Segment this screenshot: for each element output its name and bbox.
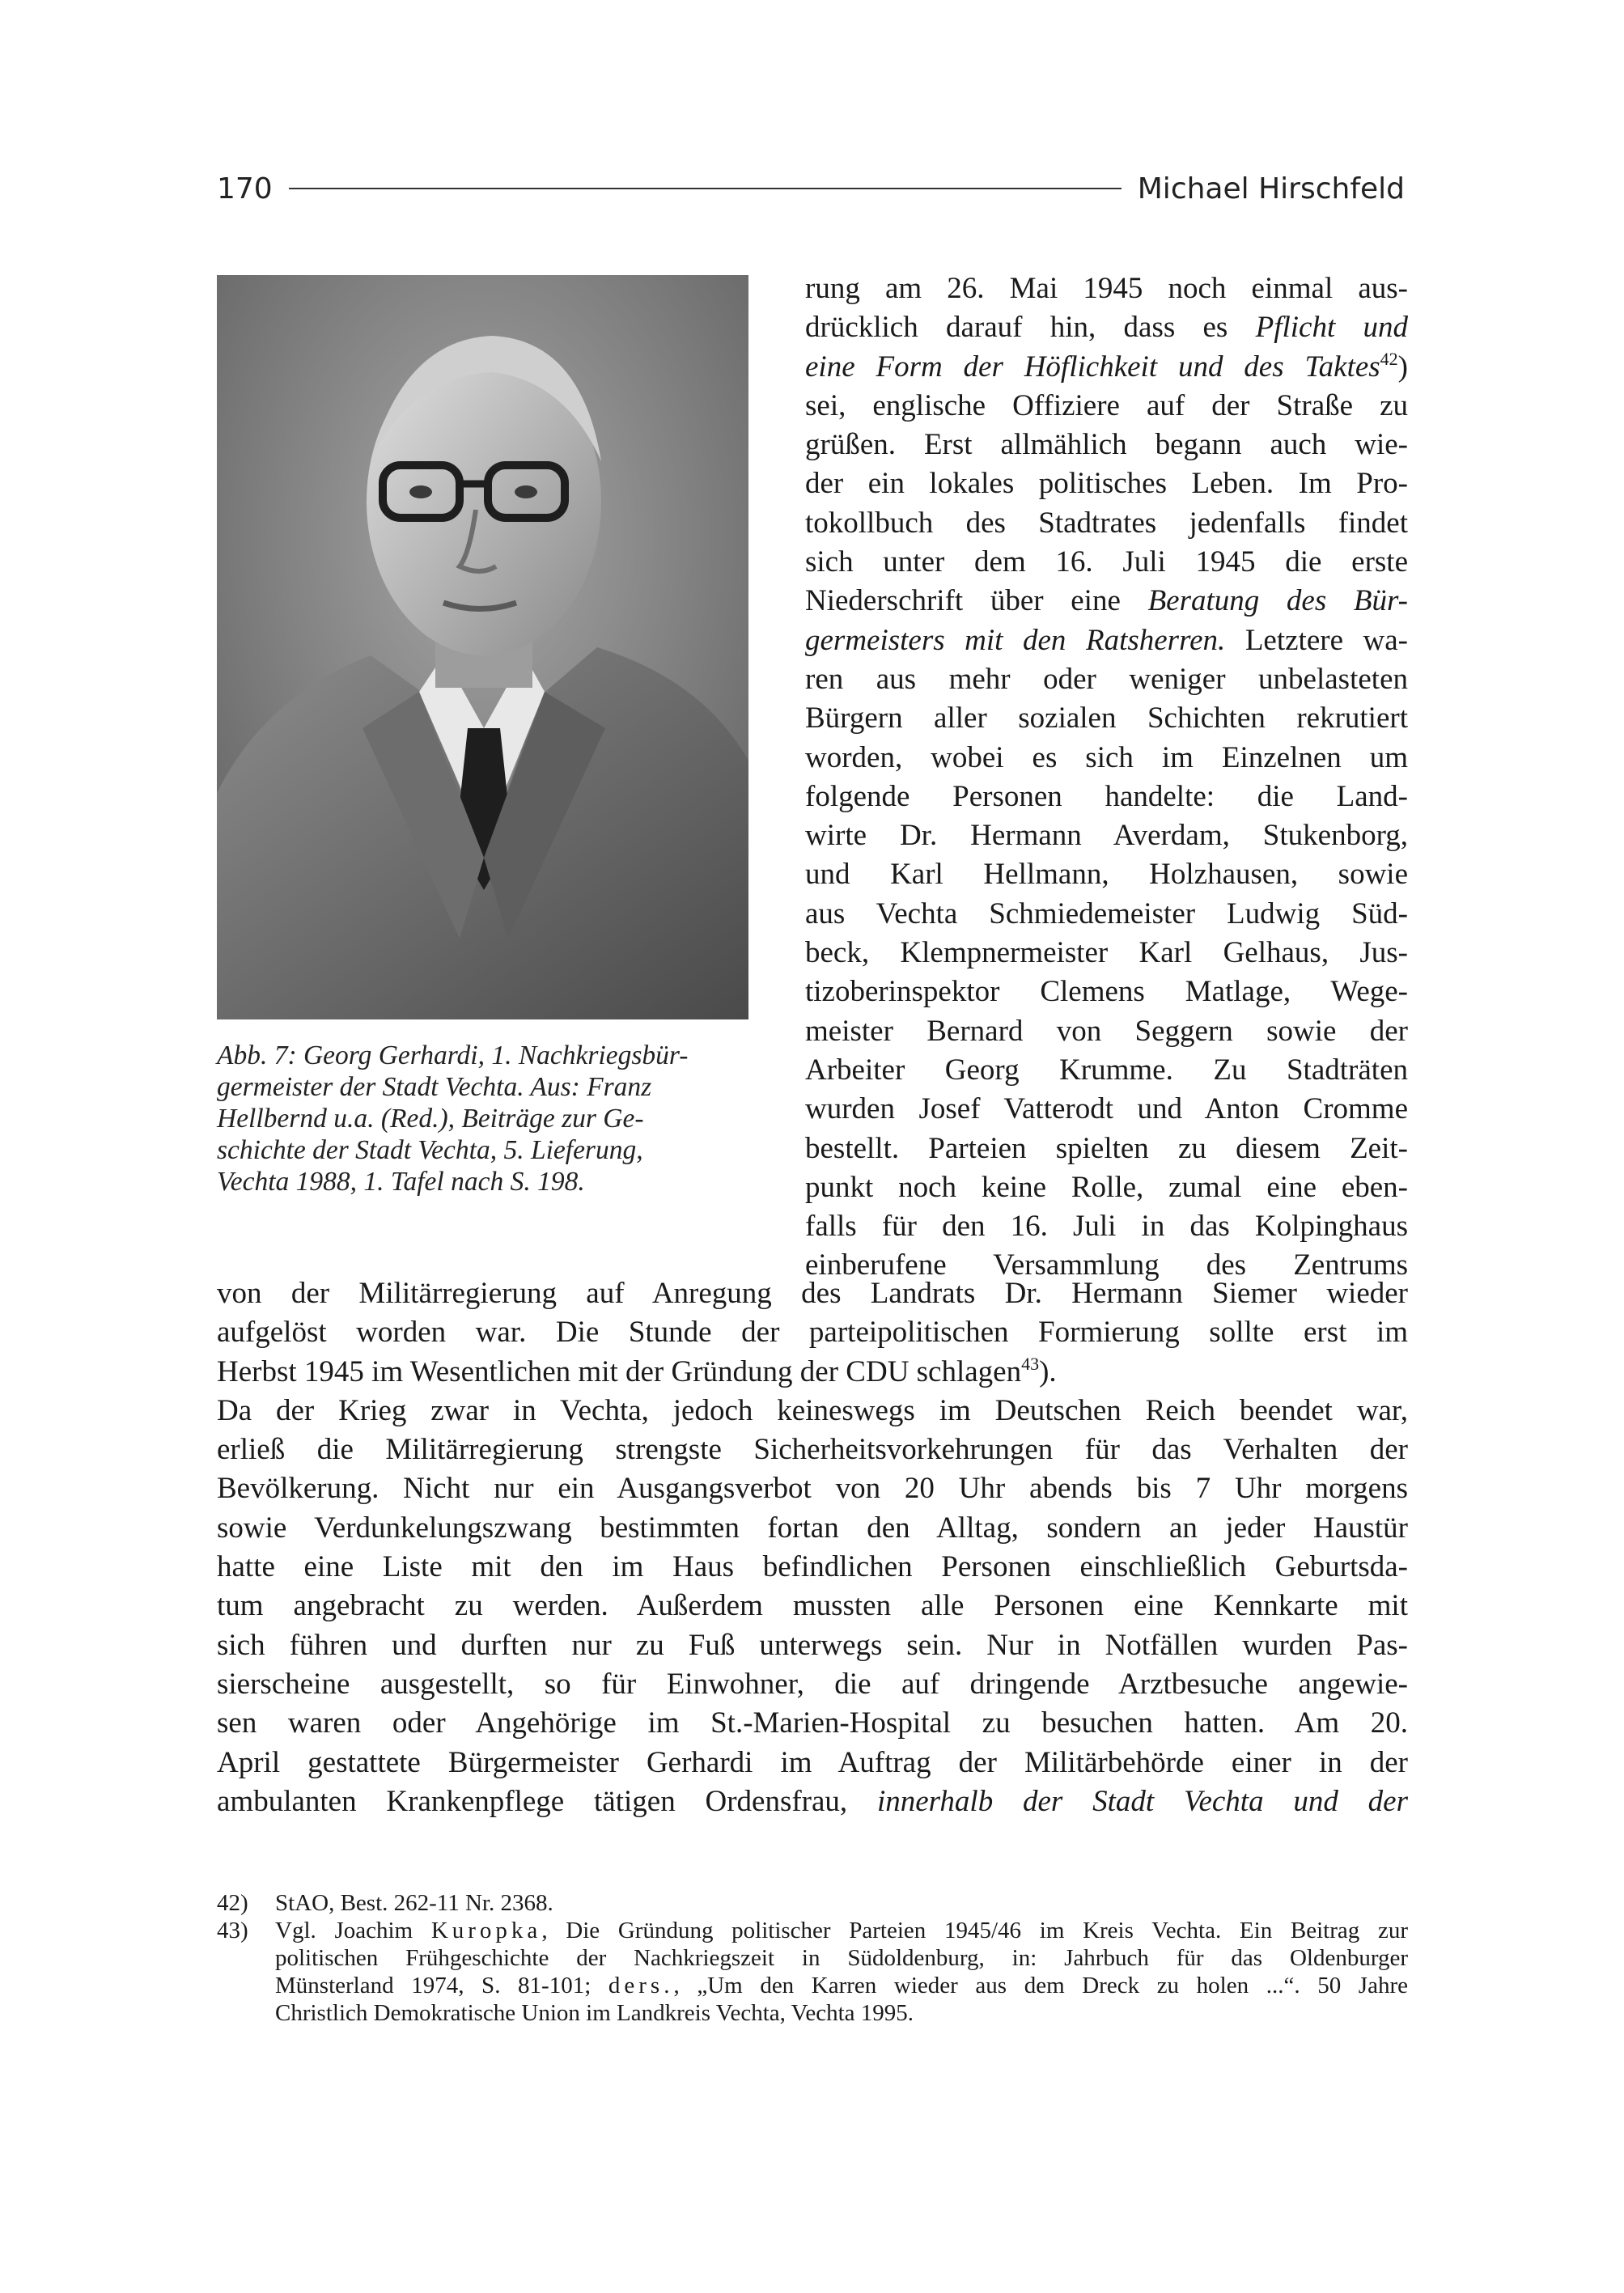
text-line: punkt noch keine Rolle, zumal eine eben-	[805, 1170, 1408, 1204]
footnote-ref: 43	[1021, 1353, 1040, 1374]
text-line: einberufene Versammlung des Zentrums	[805, 1248, 1408, 1282]
text-line: erließ die Militärregierung strengste Sicherheitsvorkehrungen für das Verhalten der	[217, 1433, 1408, 1467]
text-line: rung am 26. Mai 1945 noch einmal aus-	[805, 272, 1408, 305]
text-fragment: Letztere wa-	[1245, 623, 1409, 657]
text-line	[217, 1782, 1408, 1821]
italic-fragment: Pflicht und	[1255, 311, 1408, 345]
text-line: tizoberinspektor Clemens Matlage, Wege-	[805, 975, 1408, 1009]
caption-line: schichte der Stadt Vechta, 5. Lieferung,	[217, 1135, 643, 1165]
text-line: aufgelöst worden war. Die Stunde der parteipolitischen Formierung sollte erst im	[217, 1316, 1408, 1350]
text-fragment: Niederschrift über eine	[805, 584, 1121, 618]
footnote-line	[275, 1972, 1408, 1999]
text-line: sei, englische Offiziere auf der Straße zu	[805, 388, 1408, 422]
author-name: Kuropka	[430, 1918, 542, 1943]
footnote-number: 43)	[217, 1918, 248, 1943]
text-line: der ein lokales politisches Leben. Im Pro-	[805, 467, 1408, 501]
text-line	[805, 348, 1408, 387]
text-line	[805, 582, 1408, 621]
footnote-line	[275, 1917, 1408, 1944]
footnote-43	[217, 1917, 1408, 2027]
portrait-photo-icon	[217, 275, 748, 1019]
text-line: tokollbuch des Stadtrates jedenfalls findet	[805, 506, 1408, 540]
text-line: April gestattete Bürgermeister Gerhardi im Auftrag der Militärbehörde einer in der	[217, 1745, 1408, 1779]
text-fragment: , Die Gründung politischer Parteien 1945/46 im Kreis Vechta. Ein Beitrag zur	[541, 1918, 1409, 1943]
text-line	[805, 308, 1408, 347]
text-line: meister Bernard von Seggern sowie der	[805, 1014, 1408, 1048]
portrait-photo	[217, 275, 748, 1019]
text-line: sich unter dem 16. Juli 1945 die erste	[805, 545, 1408, 579]
text-line: tum angebracht zu werden. Außerdem mussten alle Personen eine Kennkarte mit	[217, 1589, 1408, 1623]
footnote-ref: 42	[1380, 348, 1398, 369]
footnote-42	[217, 1889, 1408, 1917]
text-line: aus Vechta Schmiedemeister Ludwig Süd-	[805, 896, 1408, 930]
caption-line: germeister der Stadt Vechta. Aus: Franz	[217, 1072, 652, 1102]
text-line: sen waren oder Angehörige im St.-Marien-Hospital zu besuchen hatten. Am 20.	[217, 1706, 1408, 1740]
figure-caption	[217, 1040, 751, 1197]
text-line: von der Militärregierung auf Anregung des Landrats Dr. Hermann Siemer wieder	[217, 1277, 1408, 1310]
text-line: Arbeiter Georg Krumme. Zu Stadträten	[805, 1053, 1408, 1087]
footnote-number: 42)	[217, 1890, 248, 1916]
italic-fragment: eine Form der Höflichkeit und des Taktes	[805, 350, 1380, 384]
text-fragment: drücklich darauf hin, dass es	[805, 311, 1228, 345]
text-line: bestellt. Parteien spielten zu diesem Zeit-	[805, 1131, 1408, 1165]
text-fragment: Vgl. Joachim	[275, 1918, 413, 1943]
text-fragment: Münsterland 1974, S. 81-101;	[275, 1973, 592, 1998]
text-line: wurden Josef Vatterodt und Anton Cromme	[805, 1092, 1408, 1126]
text-fragment: , „Um den Karren wieder aus dem Dreck zu holen ...“. 50 Jahre	[673, 1973, 1408, 1998]
header-author: Michael Hirschfeld	[1137, 172, 1405, 206]
italic-fragment: innerhalb der Stadt Vechta und der	[876, 1784, 1408, 1818]
text-line: worden, wobei es sich im Einzelnen um	[805, 740, 1408, 774]
caption-line: Hellbernd u.a. (Red.), Beiträge zur Ge-	[217, 1104, 644, 1134]
text-fragment: )	[1397, 350, 1408, 384]
text-line: Bevölkerung. Nicht nur ein Ausgangsverbot von 20 Uhr abends bis 7 Uhr morgens	[217, 1472, 1408, 1506]
caption-line: Abb. 7: Georg Gerhardi, 1. Nachkriegsbür-	[217, 1041, 689, 1070]
text-line	[217, 1353, 1408, 1392]
footnote-line: politischen Frühgeschichte der Nachkriegszeit in Südoldenburg, in: Jahrbuch für das Oldenburger	[275, 1945, 1408, 1971]
text-line: Da der Krieg zwar in Vechta, jedoch keineswegs im Deutschen Reich beendet war,	[217, 1393, 1408, 1427]
text-line: sich führen und durften nur zu Fuß unterwegs sein. Nur in Notfällen wurden Pas-	[217, 1628, 1408, 1662]
italic-fragment: germeisters mit den Ratsherren.	[805, 623, 1226, 657]
text-line	[805, 621, 1408, 660]
text-line: ren aus mehr oder weniger unbelasteten	[805, 662, 1408, 696]
italic-fragment: Beratung des Bür-	[1147, 584, 1408, 618]
column-text	[805, 269, 1408, 1286]
text-fragment: Herbst 1945 im Wesentlichen mit der Gründung der CDU schlagen	[217, 1354, 1022, 1388]
footnote-line: StAO, Best. 262-11 Nr. 2368.	[275, 1890, 553, 1916]
caption-line: Vechta 1988, 1. Tafel nach S. 198.	[217, 1167, 585, 1197]
text-line: Bürgern aller sozialen Schichten rekrutiert	[805, 701, 1408, 735]
text-line: grüßen. Erst allmählich begann auch wie-	[805, 428, 1408, 462]
running-header	[217, 168, 1405, 209]
text-line: falls für den 16. Juli in das Kolpinghaus	[805, 1210, 1408, 1244]
text-line: und Karl Hellmann, Holzhausen, sowie	[805, 858, 1408, 892]
text-line: sierscheine ausgestellt, so für Einwohner, die auf dringende Arztbesuche angewie-	[217, 1667, 1408, 1701]
footnote-line: Christlich Demokratische Union im Landkreis Vechta, Vechta 1995.	[275, 2000, 914, 2026]
text-line: folgende Personen handelte: die Land-	[805, 779, 1408, 813]
text-line: sowie Verdunkelungszwang bestimmten fortan den Alltag, sondern an jeder Haustür	[217, 1511, 1408, 1545]
text-fragment: ambulanten Krankenpflege tätigen Ordensfrau,	[217, 1784, 848, 1818]
header-rule	[289, 188, 1122, 189]
body-text	[217, 1274, 1408, 1821]
page-number: 170	[217, 172, 273, 206]
author-abbrev: ders.	[608, 1973, 674, 1998]
text-line: hatte eine Liste mit den im Haus befindlichen Personen einschließlich Geburtsda-	[217, 1550, 1408, 1584]
text-line: wirte Dr. Hermann Averdam, Stukenborg,	[805, 819, 1408, 853]
text-line: beck, Klempnermeister Karl Gelhaus, Jus-	[805, 936, 1408, 970]
footnotes	[217, 1889, 1408, 2027]
text-fragment: ).	[1039, 1354, 1057, 1388]
